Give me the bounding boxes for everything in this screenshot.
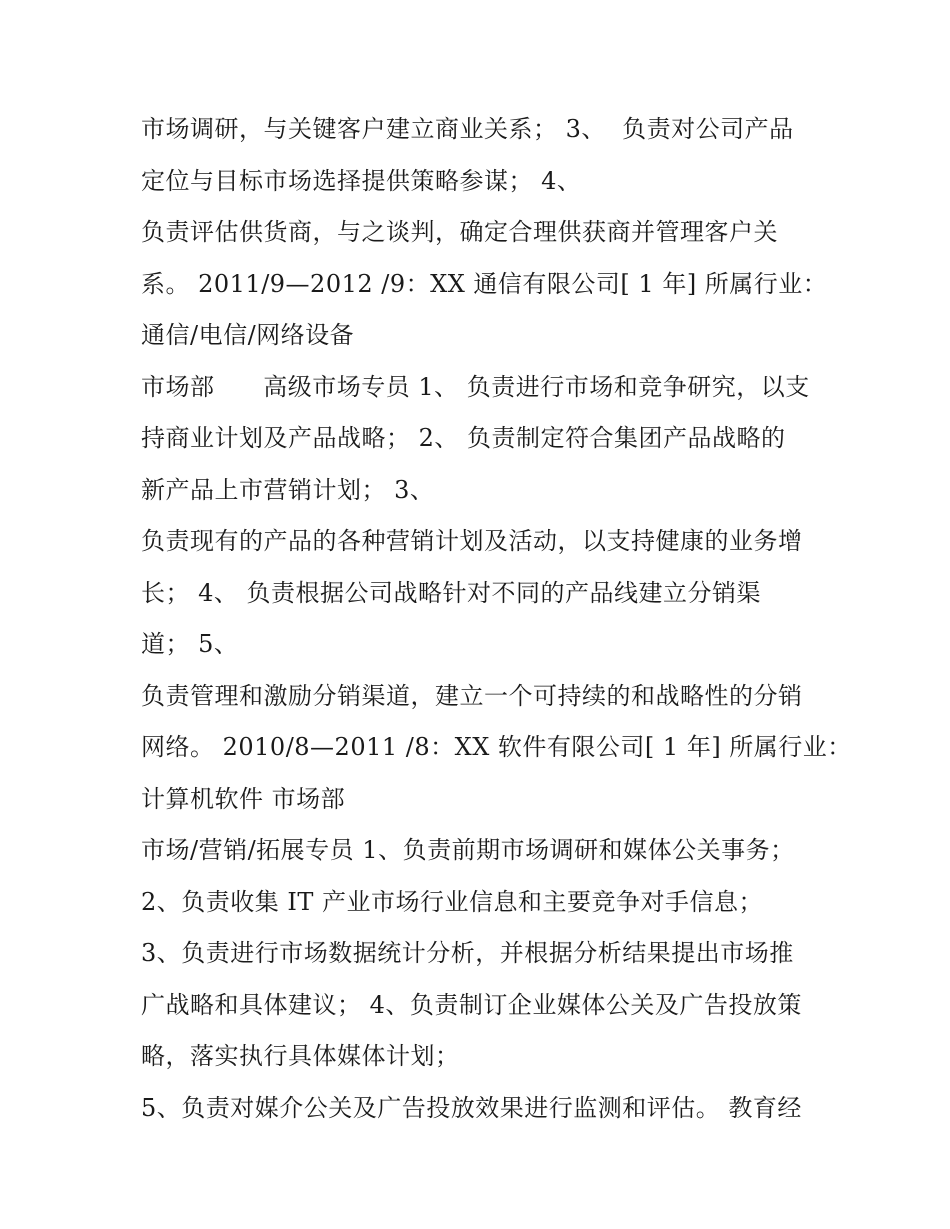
text-line: 计算机软件 市场部 xyxy=(141,784,346,813)
document-body xyxy=(141,104,852,1134)
text-line: 略，落实执行具体媒体计划； xyxy=(141,1042,460,1070)
text-line: 新产品上市营销计划； 3、 xyxy=(141,475,435,504)
text-line: 广战略和具体建议； 4、负责制订企业媒体公关及广告投放策 xyxy=(141,990,802,1019)
text-line: 市场/营销/拓展专员 1、负责前期市场调研和媒体公关事务； xyxy=(141,836,795,864)
text-line: 负责现有的产品的各种营销计划及活动，以支持健康的业务增 xyxy=(141,527,803,555)
text-line: 负责管理和激励分销渠道，建立一个可持续的和战略性的分销 xyxy=(141,681,803,710)
text-line: 负责评估供货商，与之谈判，确定合理供获商并管理客户关 xyxy=(141,218,778,246)
text-line: 长； 4、 负责根据公司战略针对不同的产品线建立分销渠 xyxy=(141,578,762,607)
text-line: 3、负责进行市场数据统计分析，并根据分析结果提出市场推 xyxy=(141,939,794,967)
text-line: 2、负责收集 IT 产业市场行业信息和主要竞争对手信息； xyxy=(141,887,764,916)
text-line: 网络。 2010/8—2011 /8：XX 软件有限公司[ 1 年] 所属行业： xyxy=(141,733,852,761)
text-line: 持商业计划及产品战略； 2、 负责制定符合集团产品战略的 xyxy=(141,424,786,452)
text-line: 市场部 高级市场专员 1、 负责进行市场和竞争研究，以支 xyxy=(141,372,810,401)
text-line: 系。 2011/9—2012 /9：XX 通信有限公司[ 1 年] 所属行业： xyxy=(141,269,828,298)
text-line: 定位与目标市场选择提供策略参谋； 4、 xyxy=(141,166,582,195)
text-line: 市场调研，与关键客户建立商业关系； 3、 负责对公司产品 xyxy=(141,115,794,143)
text-line: 5、负责对媒介公关及广告投放效果进行监测和评估。 教育经 xyxy=(141,1093,802,1122)
text-line: 通信/电信/网络设备 xyxy=(141,321,355,349)
text-line: 道； 5、 xyxy=(141,630,239,658)
